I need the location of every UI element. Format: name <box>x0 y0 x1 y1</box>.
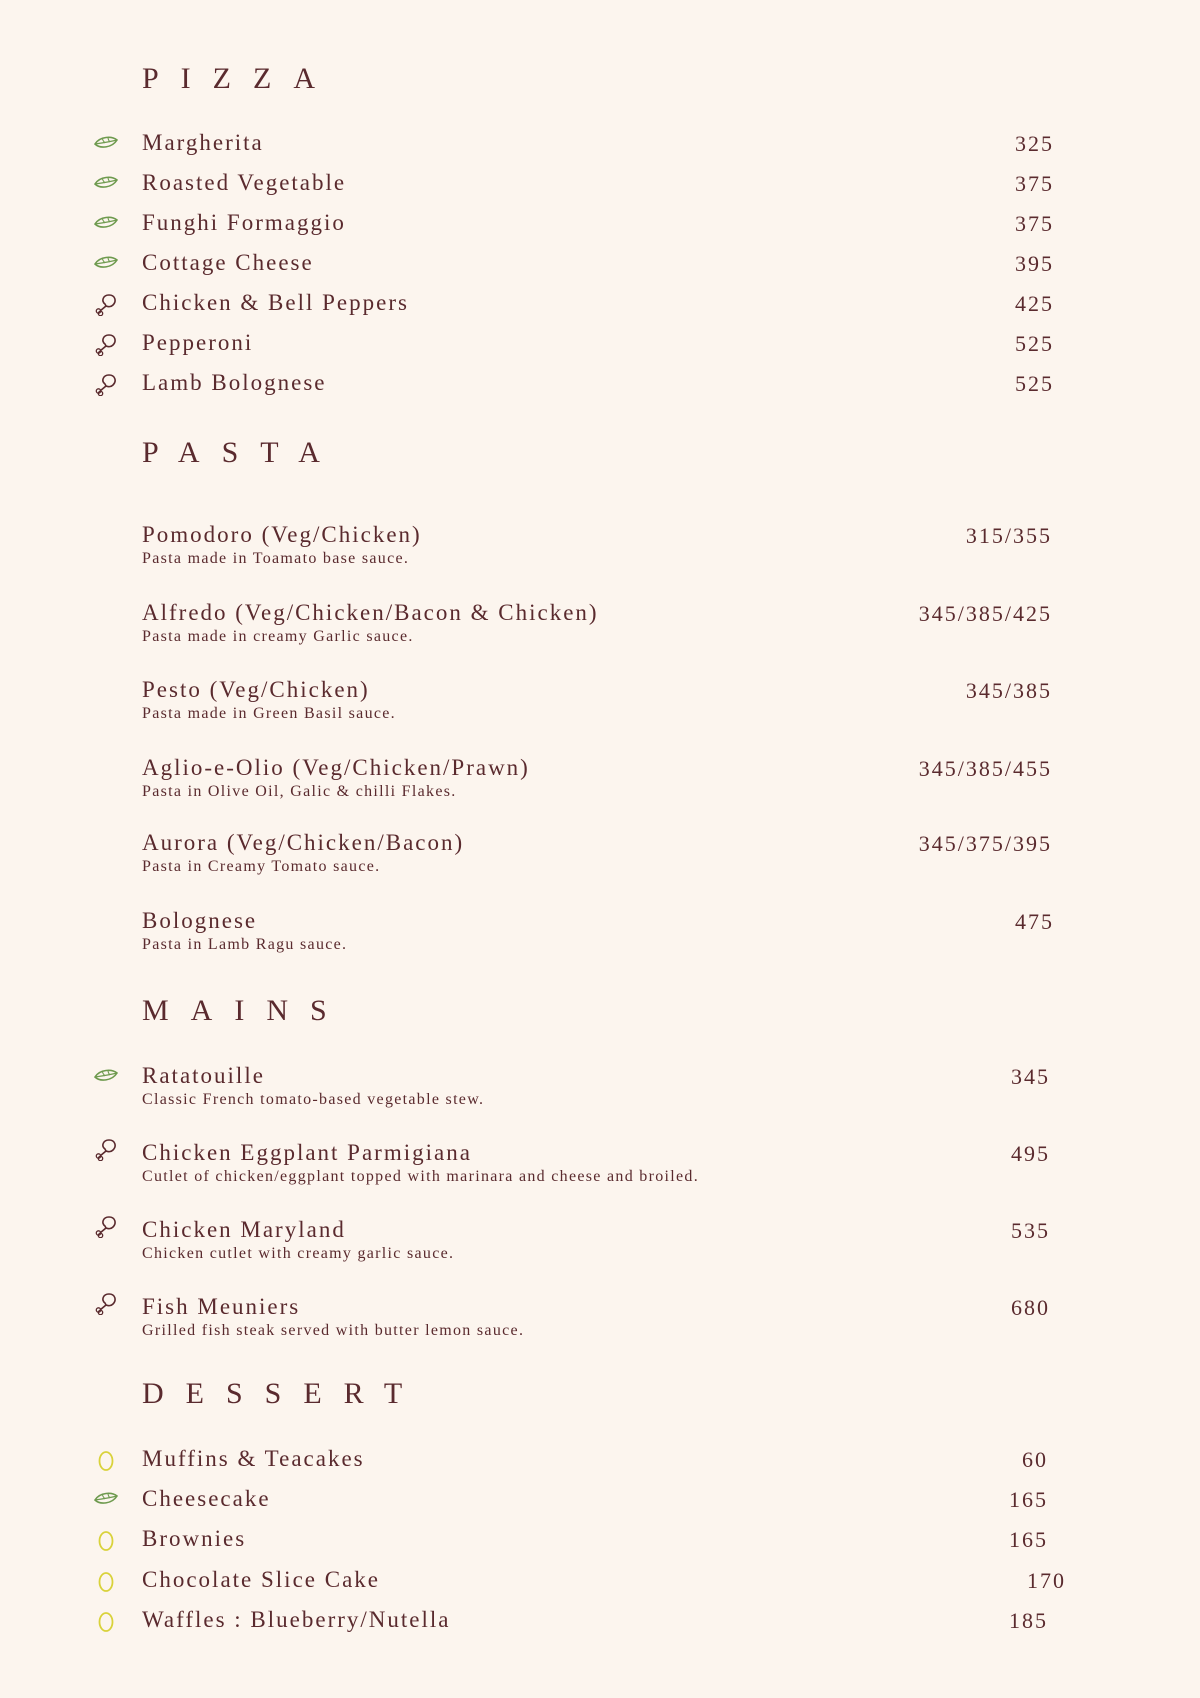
section-title-pasta: PASTA <box>142 436 342 469</box>
item-price: 345 <box>1011 1064 1050 1089</box>
item-name: Chocolate Slice Cake <box>142 1567 380 1592</box>
item-description: Pasta made in Toamato base sauce. <box>142 550 410 567</box>
item-description: Pasta in Olive Oil, Galic & chilli Flakes. <box>142 783 457 800</box>
item-name: Margherita <box>142 130 264 155</box>
item-name: Waffles : Blueberry/Nutella <box>142 1607 451 1632</box>
menu-item <box>0 210 1200 250</box>
item-price: 165 <box>1009 1527 1048 1552</box>
leaf-icon <box>92 1488 120 1512</box>
item-price: 375 <box>1015 171 1054 196</box>
menu-item <box>0 600 1200 645</box>
section-title-mains: MAINS <box>142 994 349 1027</box>
drumstick-icon <box>92 372 120 396</box>
leaf-icon <box>92 172 120 196</box>
menu-item <box>0 1063 1200 1108</box>
egg-icon <box>92 1528 120 1552</box>
item-price: 170 <box>1027 1568 1066 1593</box>
item-name: Brownies <box>142 1526 247 1551</box>
item-name: Pesto (Veg/Chicken) <box>142 677 370 702</box>
item-description: Classic French tomato-based vegetable stew. <box>142 1091 485 1108</box>
item-price: 315/355 <box>965 523 1052 548</box>
item-price: 345/385/425 <box>918 601 1052 626</box>
item-price: 535 <box>1011 1218 1050 1243</box>
item-price: 345/375/395 <box>918 831 1052 856</box>
menu-item <box>0 1567 1200 1607</box>
item-name: Chicken Eggplant Parmigiana <box>142 1140 472 1165</box>
menu-item <box>0 1294 1200 1339</box>
drumstick-icon <box>92 332 120 356</box>
egg-icon <box>92 1609 120 1633</box>
leaf-icon <box>92 132 120 156</box>
item-name: Fish Meuniers <box>142 1294 301 1319</box>
item-price: 325 <box>1015 131 1054 156</box>
item-name: Lamb Bolognese <box>142 370 327 395</box>
menu-item <box>0 830 1200 875</box>
leaf-icon <box>92 252 120 276</box>
item-price: 185 <box>1009 1608 1048 1633</box>
item-price: 345/385/455 <box>918 756 1052 781</box>
item-name: Pepperoni <box>142 330 254 355</box>
menu-item <box>0 1217 1200 1262</box>
item-price: 495 <box>1011 1141 1050 1166</box>
item-name: Muffins & Teacakes <box>142 1446 365 1471</box>
item-description: Chicken cutlet with creamy garlic sauce. <box>142 1245 455 1262</box>
item-price: 395 <box>1015 251 1054 276</box>
section-title-pizza: PIZZA <box>142 62 337 95</box>
item-name: Pomodoro (Veg/Chicken) <box>142 522 422 547</box>
item-description: Pasta in Creamy Tomato sauce. <box>142 858 381 875</box>
item-description: Cutlet of chicken/eggplant topped with marinara and cheese and broiled. <box>142 1168 700 1185</box>
egg-icon <box>92 1448 120 1472</box>
item-price: 525 <box>1015 371 1054 396</box>
item-price: 525 <box>1015 331 1054 356</box>
section-title-dessert: DESSERT <box>142 1377 425 1410</box>
menu-item <box>0 1526 1200 1566</box>
drumstick-icon <box>92 292 120 316</box>
item-name: Aglio-e-Olio (Veg/Chicken/Prawn) <box>142 755 530 780</box>
item-price: 375 <box>1015 211 1054 236</box>
item-price: 165 <box>1009 1487 1048 1512</box>
item-name: Cottage Cheese <box>142 250 314 275</box>
drumstick-icon <box>92 1214 120 1238</box>
item-description: Pasta made in Green Basil sauce. <box>142 705 396 722</box>
menu-item <box>0 1140 1200 1185</box>
leaf-icon <box>92 212 120 236</box>
item-description: Pasta in Lamb Ragu sauce. <box>142 936 348 953</box>
item-price: 345/385 <box>965 678 1052 703</box>
item-name: Ratatouille <box>142 1063 265 1088</box>
item-price: 475 <box>1015 909 1054 934</box>
item-description: Pasta made in creamy Garlic sauce. <box>142 628 414 645</box>
item-name: Chicken Maryland <box>142 1217 346 1242</box>
menu-item <box>0 330 1200 370</box>
menu-item <box>0 908 1200 953</box>
menu-item <box>0 130 1200 170</box>
item-price: 60 <box>1022 1447 1048 1472</box>
menu-item <box>0 1486 1200 1526</box>
leaf-icon <box>92 1065 120 1089</box>
item-name: Aurora (Veg/Chicken/Bacon) <box>142 830 465 855</box>
item-description: Grilled fish steak served with butter lemon sauce. <box>142 1322 525 1339</box>
menu-item <box>0 522 1200 567</box>
menu-item <box>0 677 1200 722</box>
drumstick-icon <box>92 1137 120 1161</box>
egg-icon <box>92 1569 120 1593</box>
item-name: Roasted Vegetable <box>142 170 347 195</box>
item-price: 425 <box>1015 291 1054 316</box>
item-price: 680 <box>1011 1295 1050 1320</box>
item-name: Funghi Formaggio <box>142 210 346 235</box>
item-name: Bolognese <box>142 908 258 933</box>
menu-item <box>0 755 1200 800</box>
menu-item <box>0 170 1200 210</box>
drumstick-icon <box>92 1291 120 1315</box>
item-name: Cheesecake <box>142 1486 271 1511</box>
menu-item <box>0 1446 1200 1486</box>
menu-item <box>0 250 1200 290</box>
menu-item <box>0 290 1200 330</box>
item-name: Chicken & Bell Peppers <box>142 290 409 315</box>
menu-item <box>0 1607 1200 1647</box>
item-name: Alfredo (Veg/Chicken/Bacon & Chicken) <box>142 600 599 625</box>
menu-item <box>0 370 1200 410</box>
